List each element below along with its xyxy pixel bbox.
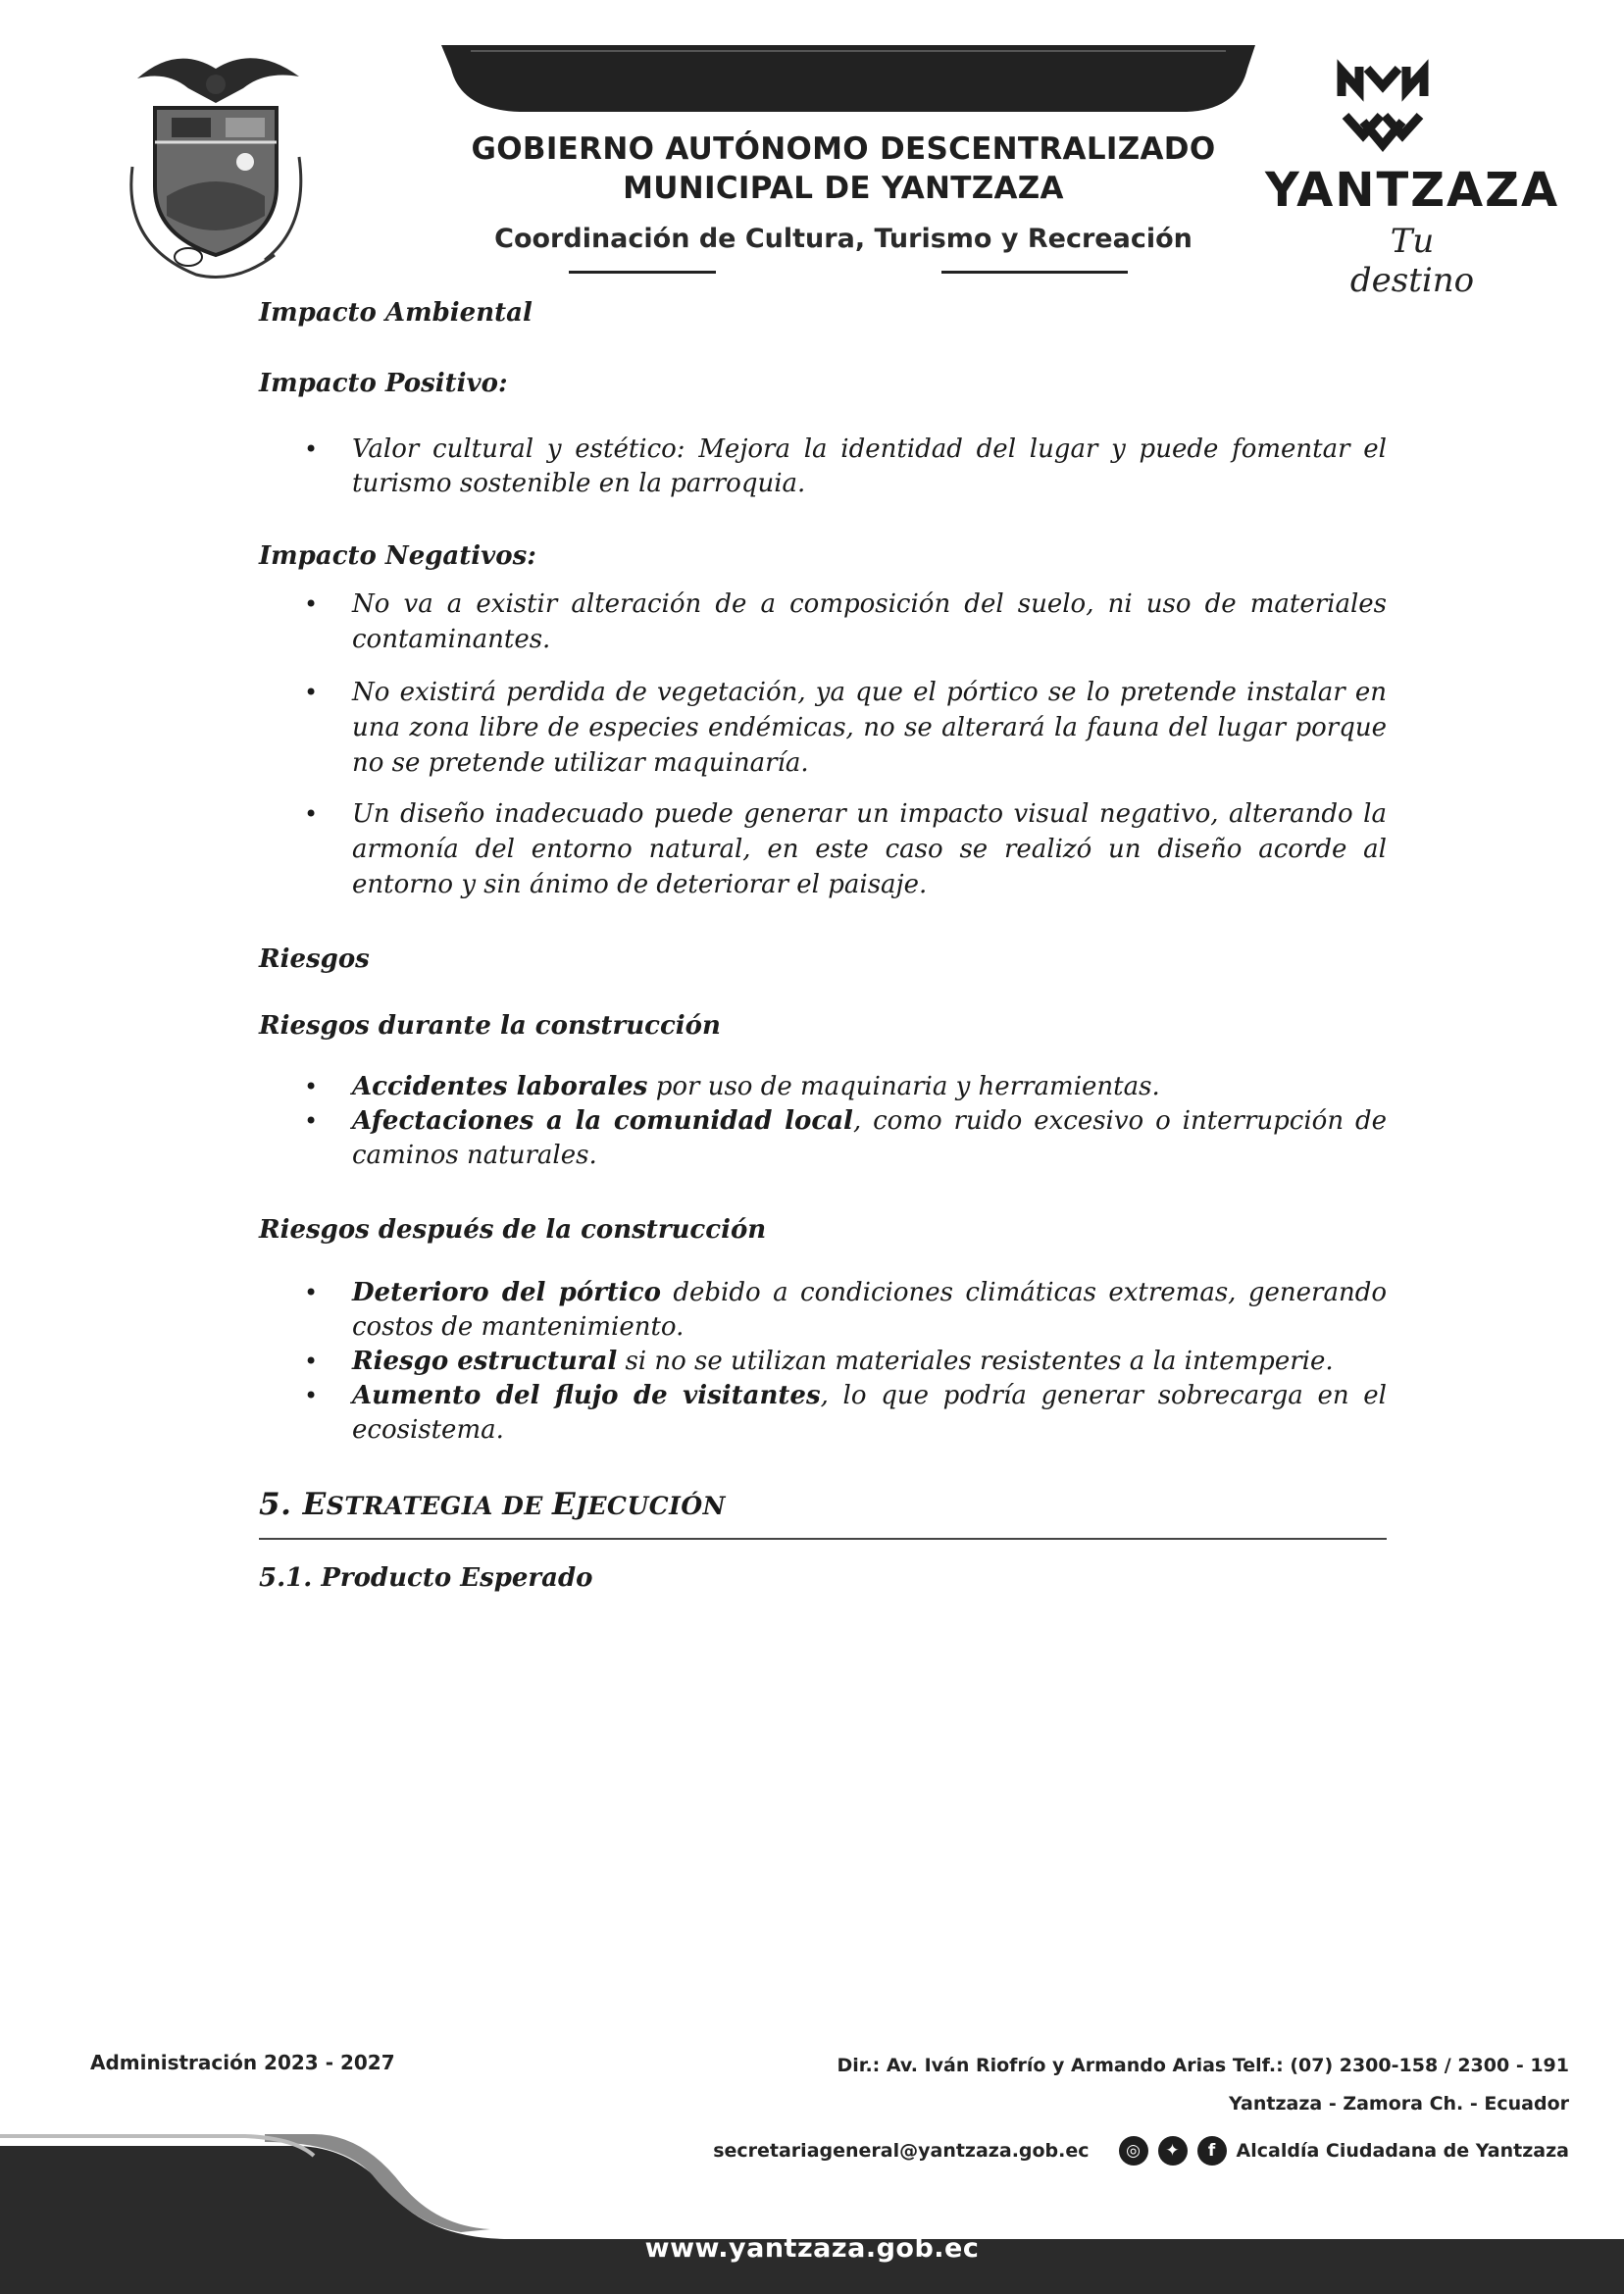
heading-riesgos: Riesgos <box>259 944 370 974</box>
riesgos-durante-list <box>259 1070 1387 1173</box>
list-item: • Valor cultural y estético: Mejora la identidad del lugar y puede fomentar el turismo sostenible en la parroquia. <box>259 433 1387 501</box>
institution-title-line1: GOBIERNO AUTÓNOMO DESCENTRALIZADO <box>471 131 1216 167</box>
heading-impacto-positivo: Impacto Positivo: <box>259 369 508 398</box>
list-item-text: por uso de maquinaria y herramientas. <box>647 1072 1160 1101</box>
list-item-bold: Accidentes laborales <box>352 1072 648 1101</box>
brand-tagline: Tu destino <box>1349 222 1475 300</box>
list-item: • No existirá perdida de vegetación, ya que el pórtico se lo pretende instalar en una zona libre de especies endémicas, no se alterará la fauna del lugar porque no se pretende utilizar maquinaría. <box>259 675 1387 781</box>
facebook-icon[interactable]: f <box>1197 2136 1227 2166</box>
riesgos-despues-list <box>259 1276 1387 1448</box>
list-item: • Un diseño inadecuado puede generar un impacto visual negativo, alterando la armonía del entorno natural, en este caso se realizó un diseño acorde al entorno y sin ánimo de deteriorar el paisaje. <box>259 796 1387 902</box>
list-item <box>259 1276 1387 1345</box>
header-rule-left <box>569 271 716 274</box>
header-rule-right <box>941 271 1128 274</box>
list-item-text: , como ruido excesivo o interrupción de caminos naturales. <box>352 1106 1388 1170</box>
heading-riesgos-despues: Riesgos después de la construcción <box>259 1215 767 1245</box>
heading-5-1: 5.1. Producto Esperado <box>259 1563 593 1593</box>
list-item-text: si no se utilizan materiales resistentes a la intemperie. <box>617 1347 1334 1376</box>
list-item-bold: Aumento del flujo de visitantes <box>352 1381 821 1410</box>
footer-website-link[interactable]: www.yantzaza.gob.ec <box>644 2233 980 2264</box>
section-5-number: 5. <box>259 1487 303 1522</box>
section-5-heading <box>259 1487 1387 1522</box>
institution-title <box>412 129 1275 208</box>
heading-impacto-negativos: Impacto Negativos: <box>259 541 536 571</box>
section-5-cap-e: E <box>302 1487 327 1522</box>
list-item <box>259 1070 1387 1104</box>
page-header <box>0 0 1624 300</box>
negativos-list <box>259 586 1387 902</box>
yantzaza-brand <box>1265 57 1560 300</box>
positivo-list <box>259 433 1387 501</box>
institution-title-line2: MUNICIPAL DE YANTZAZA <box>623 171 1064 206</box>
yantzaza-emblem-icon <box>1265 57 1500 155</box>
page-footer <box>0 2030 1624 2294</box>
footer-administration: Administración 2023 - 2027 <box>90 2051 395 2074</box>
header-band-shape <box>441 45 1255 114</box>
list-item-text: , lo que podría generar sobrecarga en el ecosistema. <box>352 1381 1387 1445</box>
list-item-bold: Deterioro del pórtico <box>352 1278 661 1307</box>
list-item-text: debido a condiciones climáticas extremas, generando costos de mantenimiento. <box>352 1278 1387 1342</box>
brand-wordmark: YANTZAZA <box>1265 163 1560 218</box>
list-item-bold: Riesgo estructural <box>352 1347 618 1376</box>
footer-social-label: Alcaldía Ciudadana de Yantzaza <box>1236 2140 1569 2162</box>
footer-email[interactable]: secretariageneral@yantzaza.gob.ec <box>713 2140 1090 2162</box>
list-item <box>259 1379 1387 1448</box>
list-item <box>259 1104 1387 1173</box>
section-5-strategia: STRATEGIA DE <box>326 1492 553 1520</box>
department-subtitle: Coordinación de Cultura, Turismo y Recreación <box>494 224 1193 254</box>
instagram-icon[interactable]: ◎ <box>1119 2136 1148 2166</box>
heading-impacto-ambiental: Impacto Ambiental <box>259 298 533 328</box>
section-5-cap-e2: E <box>552 1487 577 1522</box>
list-item: • No va a existir alteración de a composición del suelo, ni uso de materiales contaminantes. <box>259 586 1387 657</box>
section-5-rule <box>259 1538 1387 1540</box>
section-5-jecucion: JECUCIÓN <box>576 1492 726 1520</box>
coat-of-arms-logo <box>118 49 314 284</box>
footer-contacts <box>713 2136 1569 2166</box>
document-body <box>259 298 1387 1593</box>
list-item <box>259 1345 1387 1379</box>
footer-city: Yantzaza - Zamora Ch. - Ecuador <box>1229 2093 1569 2115</box>
footer-address: Dir.: Av. Iván Riofrío y Armando Arias Telf.: (07) 2300-158 / 2300 - 191 <box>837 2055 1569 2076</box>
list-item-bold: Afectaciones a la comunidad local <box>352 1106 853 1136</box>
twitter-icon[interactable]: ✦ <box>1158 2136 1188 2166</box>
heading-riesgos-durante: Riesgos durante la construcción <box>259 1011 721 1041</box>
